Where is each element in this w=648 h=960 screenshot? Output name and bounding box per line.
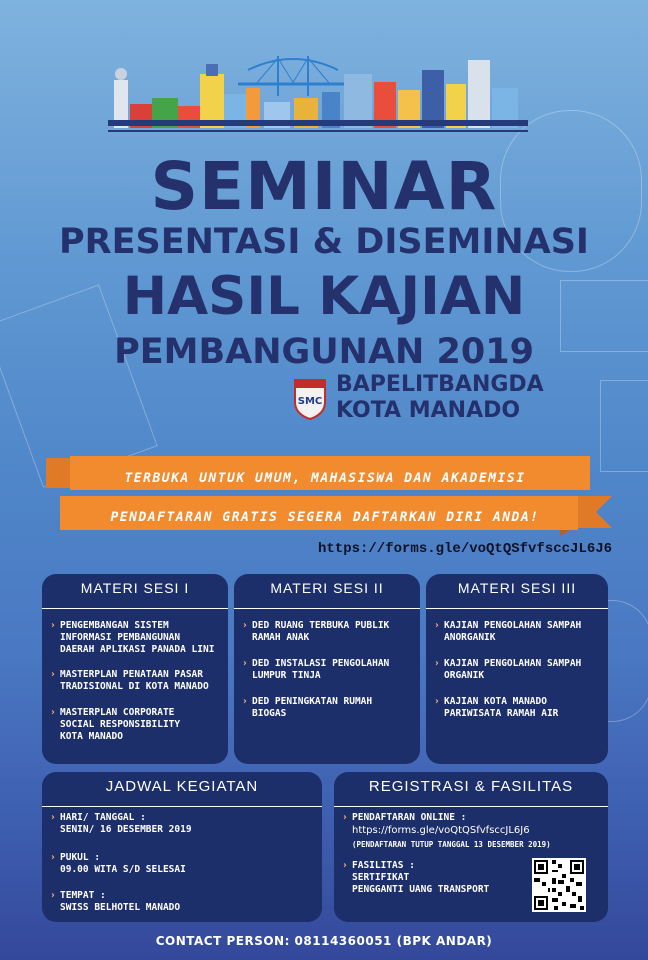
city-emblem-icon <box>292 376 328 420</box>
list-item: › DED RUANG TERBUKA PUBLIK RAMAH ANAK <box>242 620 390 643</box>
chevron-right-icon: › <box>50 890 56 901</box>
session-1-panel <box>42 574 228 764</box>
session-3-panel <box>426 574 608 764</box>
contact-person: CONTACT PERSON: 08114360051 (BPK ANDAR) <box>155 934 493 948</box>
divider <box>42 608 228 609</box>
time-item: › PUKUL : 09.00 WITA S/D SELESAI <box>50 852 186 875</box>
list-item: › DED INSTALASI PENGOLAHAN LUMPUR TINJA <box>242 658 390 681</box>
subtitle-line-1: PRESENTASI & DISEMINASI <box>59 222 589 262</box>
divider <box>234 608 420 609</box>
schedule-title: JADWAL KEGIATAN <box>105 778 259 795</box>
subtitle-line-2: HASIL KAJIAN <box>122 266 526 327</box>
list-item: › PENGEMBANGAN SISTEM INFORMASI PEMBANGUNAN DAERAH APLIKASI PANADA LINI <box>50 620 215 655</box>
session-2-panel <box>234 574 420 764</box>
announcement-banner <box>0 440 648 550</box>
session-2-title: MATERI SESI II <box>270 580 384 596</box>
online-registration-item: › PENDAFTARAN ONLINE : <box>342 812 467 823</box>
session-1-title: MATERI SESI I <box>80 580 190 596</box>
chevron-right-icon: › <box>50 707 56 718</box>
page-title: SEMINAR <box>150 148 498 225</box>
city-skyline-illustration <box>108 44 528 130</box>
list-item: › KAJIAN KOTA MANADO PARIWISATA RAMAH AIR <box>434 696 559 719</box>
qr-code-icon[interactable] <box>532 858 586 912</box>
banner-text-1: TERBUKA UNTUK UMUM, MAHASISWA DAN AKADEMISI <box>124 471 526 486</box>
date-item: › HARI/ TANGGAL : SENIN/ 16 DESEMBER 2019 <box>50 812 192 835</box>
online-registration-url[interactable]: https://forms.gle/voQtQSfvfsccJL6J6 <box>352 825 530 836</box>
facility-item: › FASILITAS : SERTIFIKAT PENGGANTI UANG TRANSPORT <box>342 860 490 895</box>
chevron-right-icon: › <box>50 669 56 680</box>
schedule-panel <box>42 772 322 922</box>
divider <box>42 806 322 807</box>
place-item: › TEMPAT : SWISS BELHOTEL MANADO <box>50 890 181 913</box>
list-item: › KAJIAN PENGOLAHAN SAMPAH ANORGANIK <box>434 620 582 643</box>
list-item: › DED PENINGKATAN RUMAH BIOGAS <box>242 696 373 719</box>
list-item: › KAJIAN PENGOLAHAN SAMPAH ORGANIK <box>434 658 582 681</box>
list-item: › MASTERPLAN CORPORATE SOCIAL RESPONSIBILITY KOTA MANADO <box>50 707 181 742</box>
chevron-right-icon: › <box>434 696 440 707</box>
registration-deadline: (PENDAFTARAN TUTUP TANGGAL 13 DESEMBER 2019) <box>352 840 551 849</box>
chevron-right-icon: › <box>242 620 248 631</box>
logo-text: SMC <box>297 396 323 407</box>
chevron-right-icon: › <box>242 658 248 669</box>
chevron-right-icon: › <box>242 696 248 707</box>
divider-line <box>108 120 528 126</box>
chevron-right-icon: › <box>434 620 440 631</box>
organizer-name: BAPELITBANGDA <box>336 372 544 397</box>
session-3-title: MATERI SESI III <box>457 580 577 596</box>
organizer-city: KOTA MANADO <box>336 398 521 423</box>
chevron-right-icon: › <box>342 812 348 823</box>
divider-line <box>108 130 528 132</box>
chevron-right-icon: › <box>342 860 348 871</box>
chevron-right-icon: › <box>434 658 440 669</box>
banner-text-2: PENDAFTARAN GRATIS SEGERA DAFTARKAN DIRI ANDA! <box>110 510 540 525</box>
divider <box>426 608 608 609</box>
divider <box>334 806 608 807</box>
registration-title: REGISTRASI & FASILITAS <box>368 778 574 795</box>
chevron-right-icon: › <box>50 620 56 631</box>
chevron-right-icon: › <box>50 852 56 863</box>
list-item: › MASTERPLAN PENATAAN PASAR TRADISIONAL DI KOTA MANADO <box>50 669 209 692</box>
chevron-right-icon: › <box>50 812 56 823</box>
subtitle-line-3: PEMBANGUNAN 2019 <box>114 332 534 372</box>
registration-link[interactable]: https://forms.gle/voQtQSfvfsccJL6J6 <box>318 541 613 557</box>
